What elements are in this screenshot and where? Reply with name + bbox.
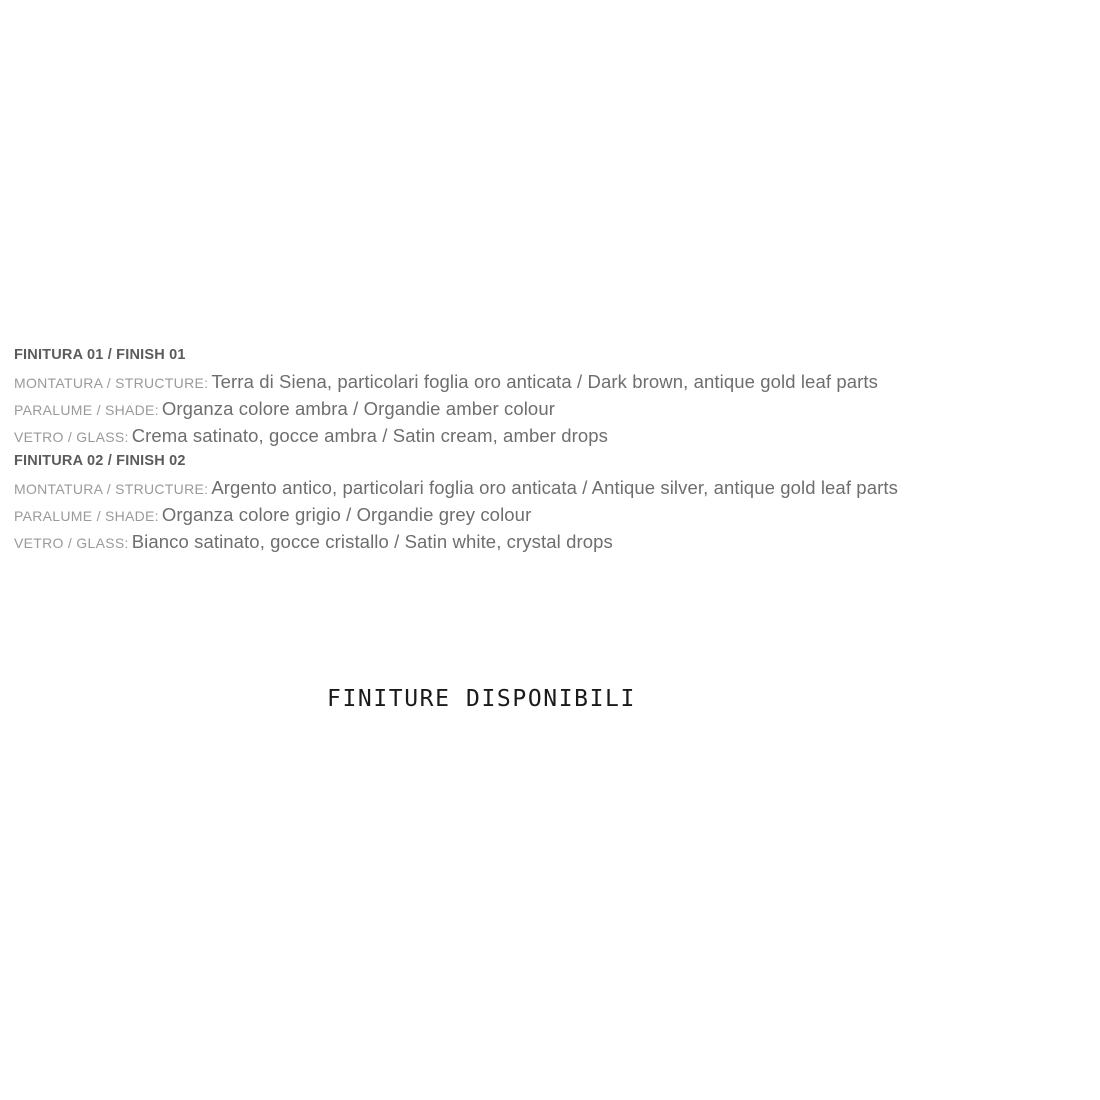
- spec-row: [14, 503, 1094, 527]
- spec-row: [14, 370, 1094, 394]
- spec-row: [14, 530, 1094, 554]
- spec-value: Organza colore ambra / Organdie amber colour: [161, 397, 555, 419]
- spec-value: Argento antico, particolari foglia oro anticata / Antique silver, antique gold leaf parts: [211, 476, 898, 498]
- finish-heading: FINITURA 02 / FINISH 02: [14, 453, 186, 469]
- spec-label: VETRO / GLASS:: [14, 428, 129, 445]
- finish-block-01: [14, 348, 1094, 451]
- spec-label: PARALUME / SHADE:: [14, 507, 159, 524]
- spec-value: Crema satinato, gocce ambra / Satin cream, amber drops: [131, 424, 609, 446]
- spec-value: Terra di Siena, particolari foglia oro anticata / Dark brown, antique gold leaf parts: [211, 370, 878, 392]
- spec-label: PARALUME / SHADE:: [14, 401, 159, 418]
- spec-row: [14, 424, 1094, 448]
- finish-block-02: [14, 454, 1094, 557]
- spec-label: VETRO / GLASS:: [14, 534, 129, 551]
- spec-row: [14, 476, 1094, 500]
- spec-value: Bianco satinato, gocce cristallo / Satin white, crystal drops: [131, 530, 613, 552]
- spec-row: [14, 397, 1094, 421]
- spec-label: MONTATURA / STRUCTURE:: [14, 480, 209, 497]
- section-title: FINITURE DISPONIBILI: [327, 686, 636, 712]
- spec-label: MONTATURA / STRUCTURE:: [14, 374, 209, 391]
- spec-value: Organza colore grigio / Organdie grey colour: [161, 503, 532, 525]
- finish-heading: FINITURA 01 / FINISH 01: [14, 347, 186, 363]
